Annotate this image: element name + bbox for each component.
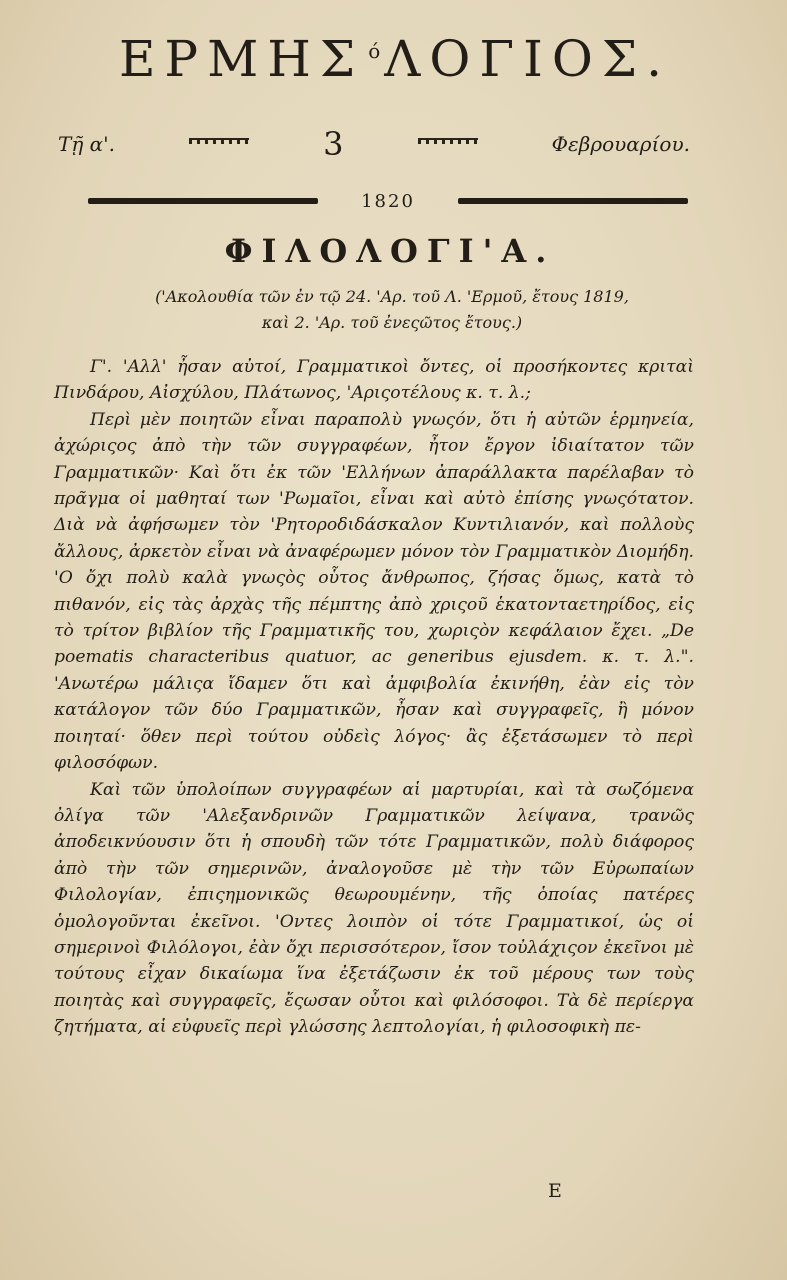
paragraph: Γ'. 'Αλλ' ἦσαν αὐτοί, Γραμματικοὶ ὄντες, οἱ προσήκοντες κριταὶ Πινδάρου, Αἰσχύλου, Πλάτωνος, 'Αριςοτέλους κ. τ. λ.; (54, 357, 694, 404)
year-line (88, 186, 688, 216)
title-right: ΛΟΓΙΟΣ. (384, 30, 672, 88)
note-line-1: ('Ακολουθία τῶν ἐν τῷ 24. 'Αρ. τοῦ Λ. 'Ερμοῦ, ἔτους 1819, (155, 287, 629, 306)
issue-number: 3 (323, 125, 344, 163)
signature-mark: Ε (548, 1180, 562, 1202)
section-title: ΦΙΛΟΛΟΓΙ'Α. (224, 232, 556, 270)
title-left: ΕΡΜΗΣ (118, 30, 365, 88)
paragraph: Καὶ τῶν ὑπολοίπων συγγραφέων αἱ μαρτυρίαι, καὶ τὰ σωζόμενα ὀλίγα τῶν 'Αλεξανδρινῶν Γραμματικῶν λείψανα, τρανῶς ἀποδεικνύουσιν ὅτι ἡ σπουδὴ τῶν τότε Γραμματικῶν, πολὺ διάφορος ἀπὸ τὴν τῶν σημερινῶν, ἀναλογοῦσε μὲ τὴν τῶν Εὐρωπαίων Φιλολογίαν, ἐπιςημονικῶς θεωρουμένην, τῆς ὁποίας πατέρες ὁμολογοῦνται ἐκεῖνοι. 'Οντες λοιπὸν οἱ τότε Γραμματικοί, ὡς οἱ σημερινοὶ Φιλόλογοι, ἐὰν ὄχι περισσότερον, ἴσον τοὐλάχιςον ἐκεῖνοι μὲ τούτους εἶχαν δικαίωμα ἵνα ἐξετάζωσιν ἐκ τοῦ μέρους των τοὺς ποιητὰς καὶ συγγραφεῖς, ἔςωσαν οὗτοι καὶ φιλόσοφοι. Τὰ δὲ περίεργα ζητήματα, αἱ εὐφυεῖς περὶ γλώσσης λεπτολογίαι, ἡ φιλοσοφικὴ πε- (54, 779, 694, 1038)
masthead-title (50, 30, 740, 88)
ornament-right-icon (418, 138, 478, 150)
rule-left (88, 198, 318, 204)
ornament-left-icon (189, 138, 249, 150)
issue-day: Τῇ α'. (58, 132, 116, 156)
issue-month: Φεβρουαρίου. (551, 132, 690, 156)
body-text (54, 354, 694, 1041)
title-article: ό (368, 39, 381, 64)
paragraph: Περὶ μὲν ποιητῶν εἶναι παραπολὺ γνωςόν, ὅτι ἡ αὐτῶν ἑρμηνεία, ἀχώριςος ἀπὸ τὴν τῶν συγγραφέων, ἦτον ἔργον ἰδιαίτατον τῶν Γραμματικῶν· Καὶ ὅτι ἐκ τῶν 'Ελλήνων ἀπαράλλακτα παρέλαβαν τὸ πρᾶγμα οἱ μαθηταί των 'Ρωμαῖοι, εἶναι καὶ αὐτὸ ἐπίσης γνωςότατον. Διὰ νὰ ἀφήσωμεν τὸν 'Ρητοροδιδάσκαλον Κυντιλιανόν, καὶ πολλοὺς ἄλλους, ἀρκετὸν εἶναι νὰ ἀναφέρωμεν μόνον τὸν Γραμματικὸν Διομήδη. 'Ο ὄχι πολὺ καλὰ γνωςὸς οὗτος ἄνθρωπος, ζήσας ὅμως, κατὰ τὸ πιθανόν, εἰς τὰς ἀρχὰς τῆς πέμπτης ἀπὸ χριςοῦ ἑκατονταετηρίδος, εἰς τὸ τρίτον βιβλίον τῆς Γραμματικῆς του, χωριςὸν κεφάλαιον ἔχει. „De poematis characteribus quatuor, ac generibus ejusdem. κ. τ. λ.". 'Ανωτέρω μάλιςα ἴδαμεν ὅτι καὶ ἀμφιβολία ἐκινήθη, ἐὰν εἰς τὸν κατάλογον τῶν δύο Γραμματικῶν, ἦσαν καὶ συγγραφεῖς, ἢ μόνον ποιηταί· ὅθεν περὶ τούτου οὐδεὶς λόγος· ἂς ἐξετάσωμεν τὸ περὶ φιλοσόφων. (54, 409, 694, 774)
continuation-note (72, 284, 712, 336)
issue-line (58, 124, 690, 164)
rule-right (458, 198, 688, 204)
year: 1820 (361, 190, 415, 212)
note-line-2: καὶ 2. 'Αρ. τοῦ ἐνεςῶτος ἔτους.) (261, 313, 523, 332)
